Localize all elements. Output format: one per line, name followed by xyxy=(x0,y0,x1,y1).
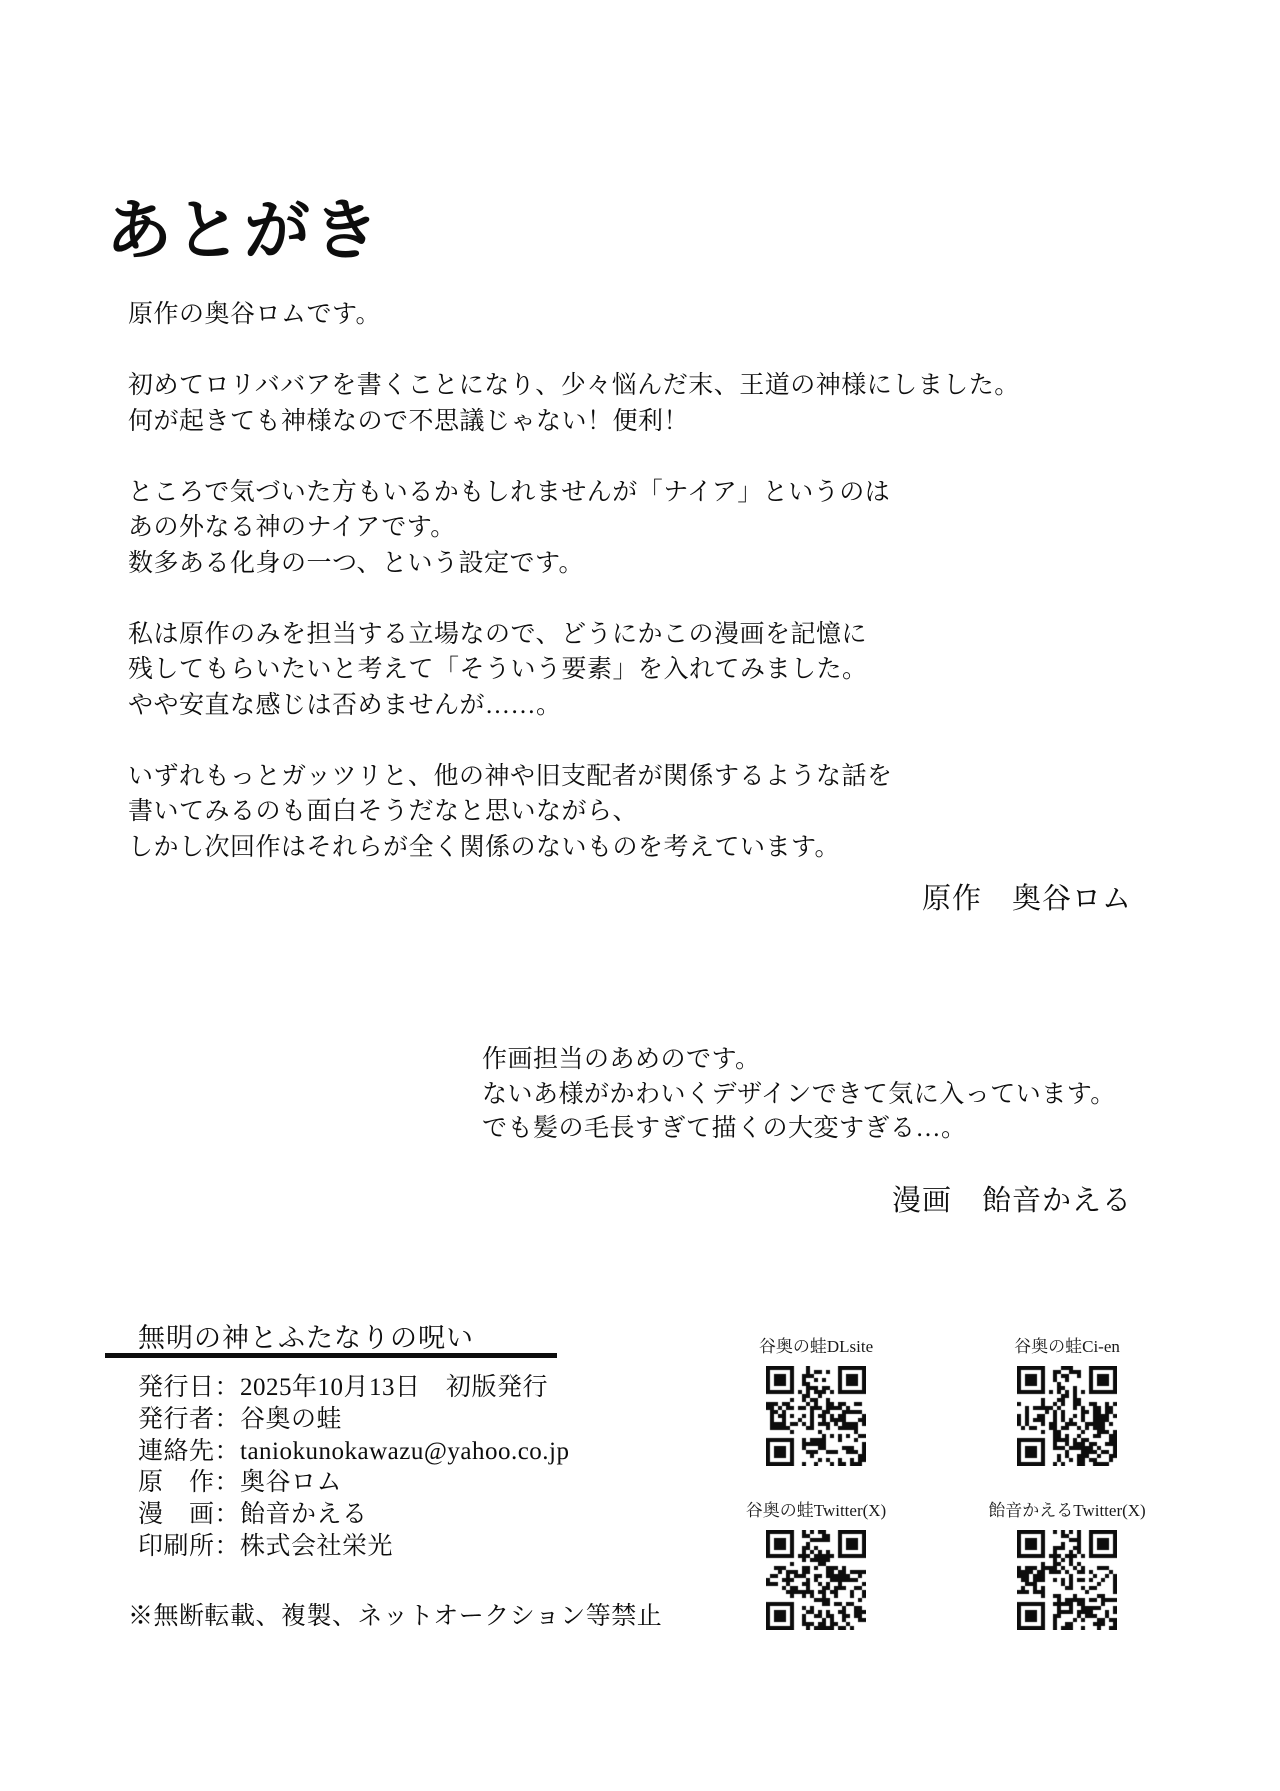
paragraph: いずれもっとガッツリと、他の神や旧支配者が関係するような話を 書いてみるのも面白そうだなと思いながら、 しかし次回作はそれらが全く関係のないものを考えています。 xyxy=(128,762,893,861)
afterword-body xyxy=(128,297,1020,901)
qr-code-dlsite-icon xyxy=(766,1366,866,1466)
qr-label-dlsite: 谷奥の蛙DLsite xyxy=(758,1337,874,1356)
qr-cell-cien xyxy=(957,1332,1177,1466)
artist-credit: 漫画 飴音かえる xyxy=(891,1185,1132,1217)
paragraph: 私は原作のみを担当する立場なので、どうにかこの漫画を記憶に 残してもらいたいと考えて「そういう要素」を入れてみました。 やや安直な感じは否めませんが……。 xyxy=(128,620,868,719)
divider xyxy=(105,1353,557,1358)
artist-note: 作画担当のあめのです。 ないあ様がかわいくデザインできて気に入っています。 でも髪の毛長すぎて描くの大変すぎる…。 xyxy=(482,1046,1116,1142)
author-credit: 原作 奥谷ロム xyxy=(921,883,1132,915)
qr-code-cien-icon xyxy=(1017,1366,1117,1466)
paragraph: ところで気づいた方もいるかもしれませんが「ナイア」というのは あの外なる神のナイアです。 数多ある化身の一つ、という設定です。 xyxy=(128,478,891,577)
qr-code-author-twitter-icon xyxy=(766,1530,866,1630)
qr-label-cien: 谷奥の蛙Ci-en xyxy=(1014,1337,1120,1356)
page-title: あとがき xyxy=(106,195,382,269)
paragraph: 原作の奥谷ロムです。 xyxy=(128,301,382,328)
qr-cell-author-twitter xyxy=(706,1496,926,1630)
qr-label-author-twitter: 谷奥の蛙Twitter(X) xyxy=(745,1501,887,1520)
qr-cell-dlsite xyxy=(706,1332,926,1466)
paragraph: 初めてロリババアを書くことになり、少々悩んだ末、王道の神様にしました。 何が起きても神様なので不思議じゃない！便利！ xyxy=(128,372,1020,435)
book-title: 無明の神とふたなりの呪い xyxy=(138,1323,474,1353)
qr-label-artist-twitter: 飴音かえるTwitter(X) xyxy=(988,1501,1146,1520)
colophon-details: 発行日：2025年10月13日 初版発行 発行者：谷奥の蛙 連絡先：taniokunokawazu@yahoo.co.jp 原 作：奥谷ロム 漫 画：飴音かえる 印刷所：株式会社栄光 xyxy=(138,1374,570,1560)
qr-code-artist-twitter-icon xyxy=(1017,1530,1117,1630)
copyright-notice: ※無断転載、複製、ネットオークション等禁止 xyxy=(128,1603,663,1630)
qr-cell-artist-twitter xyxy=(957,1496,1177,1630)
